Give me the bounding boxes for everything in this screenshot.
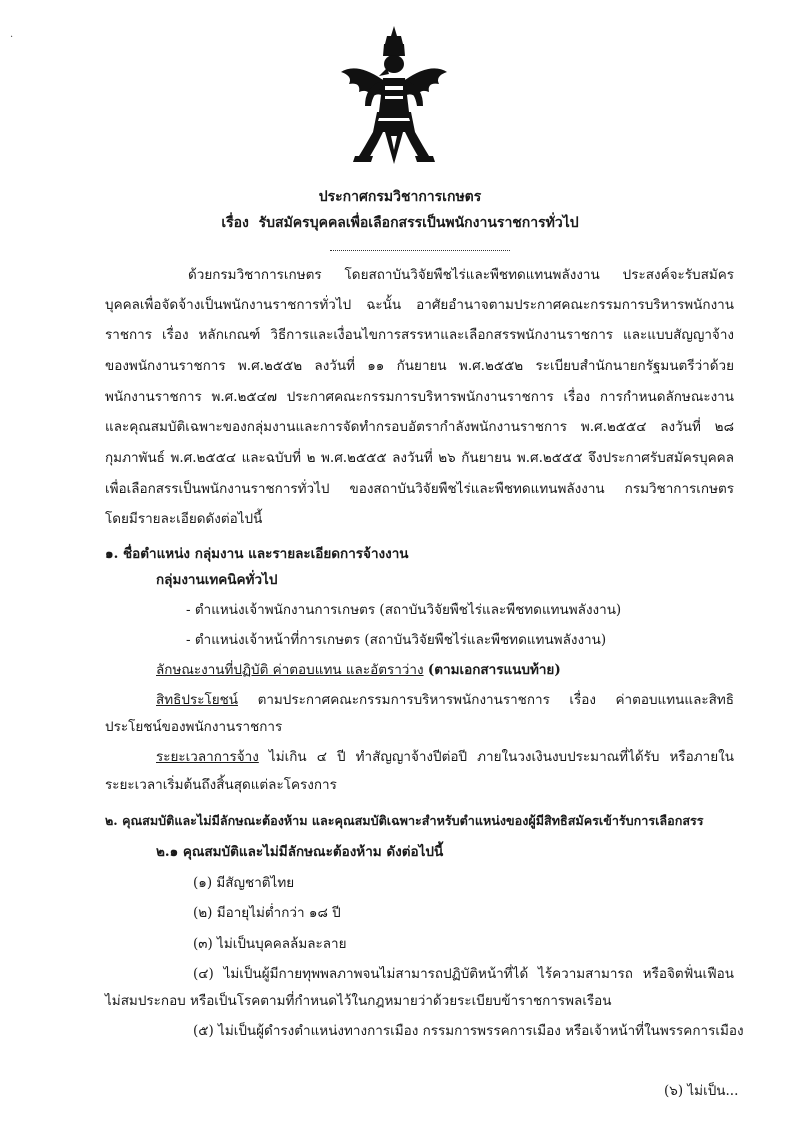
benefits-line [156,691,734,709]
intro-line: เพื่อเลือกสรรเป็นพนักงานราชการทั่วไป ของสถาบันวิจัยพืชไร่และพืชทดแทนพลังงาน กรมวิชาการเกษตร [105,481,734,497]
document-subject [0,212,800,234]
period-text: ไม่เกิน ๔ ปี ทำสัญญาจ้างปีต่อปี ภายในวงเงินงบประมาณที่ได้รับ หรือภายใน [268,749,734,765]
duties-line [156,661,561,679]
document-title: ประกาศกรมวิชาการเกษตร [318,189,482,205]
qualification-item: (๒) มีอายุไม่ต่ำกว่า ๑๘ ปี [193,905,341,921]
period-line [156,748,734,766]
benefits-line-2: ประโยชน์ของพนักงานราชการ [105,719,283,735]
intro-line: กุมภาพันธ์ พ.ศ.๒๕๕๔ และฉบับที่ ๒ พ.ศ.๒๕๕๕ ลงวันที่ ๒๖ กันยายน พ.ศ.๒๕๕๕ จึงประกาศรับสมัครบุคคล [105,450,734,466]
intro-line: พนักงานราชการ พ.ศ.๒๕๔๗ ประกาศคณะกรรมการบริหารพนักงานราชการ เรื่อง การกำหนดลักษณะงาน [105,389,734,405]
scan-mark: · [10,32,14,43]
duties-note: (ตามเอกสารแนบท้าย) [427,662,561,678]
intro-line: บุคคลเพื่อจัดจ้างเป็นพนักงานราชการทั่วไป ฉะนั้น อาศัยอำนาจตามประกาศคณะกรรมการบริหารพนักงาน [105,297,734,313]
subject-text: รับสมัครบุคคลเพื่อเลือกสรรเป็นพนักงานราชการทั่วไป [258,215,579,231]
section-2-1-heading: ๒.๑ คุณสมบัติและไม่มีลักษณะต้องห้าม ดังต่อไปนี้ [156,844,444,860]
intro-line: และคุณสมบัติเฉพาะของกลุ่มงานและการจัดทำกรอบอัตรากำลังพนักงานราชการ พ.ศ.๒๕๕๔ ลงวันที่ ๒๘ [105,419,734,435]
qualification-item: (๑) มีสัญชาติไทย [193,875,295,891]
intro-line: ด้วยกรมวิชาการเกษตร โดยสถาบันวิจัยพืชไร่และพืชทดแทนพลังงาน ประสงค์จะรับสมัคร [188,267,734,283]
qualification-item: (๔) ไม่เป็นผู้มีกายทุพพลภาพจนไม่สามารถปฏิบัติหน้าที่ได้ ไร้ความสามารถ หรือจิตฟั่นเฟือน [193,966,734,982]
duties-label: ลักษณะงานที่ปฏิบัติ ค่าตอบแทน และอัตราว่าง [156,662,424,678]
intro-line: โดยมีรายละเอียดดังต่อไปนี้ [105,511,263,527]
intro-line: ราชการ เรื่อง หลักเกณฑ์ วิธีการและเงื่อนไขการสรรหาและเลือกสรรพนักงานราชการ และแบบสัญญาจ้าง [105,327,734,343]
subject-label: เรื่อง [221,215,249,231]
intro-line: ของพนักงานราชการ พ.ศ.๒๕๕๒ ลงวันที่ ๑๑ กันยายน พ.ศ.๒๕๕๒ ระเบียบสำนักนายกรัฐมนตรีว่าด้วย [105,358,734,374]
position-item: - ตำแหน่งเจ้าหน้าที่การเกษตร (สถาบันวิจัยพืชไร่และพืชทดแทนพลังงาน) [186,632,607,648]
period-line-2: ระยะเวลาเริ่มต้นถึงสิ้นสุดแต่ละโครงการ [105,777,337,793]
qualification-item-cont: ไม่สมประกอบ หรือเป็นโรคตามที่กำหนดไว้ในกฎหมายว่าด้วยระเบียบข้าราชการพลเรือน [105,993,612,1009]
section-2-heading: ๒. คุณสมบัติและไม่มีลักษณะต้องห้าม และคุณสมบัติเฉพาะสำหรับตำแหน่งของผู้มีสิทธิสมัครเข้ารับการเลือกสรร [105,813,704,828]
section-1-heading: ๑. ชื่อตำแหน่ง กลุ่มงาน และรายละเอียดการจ้างงาน [105,546,409,562]
period-label: ระยะเวลาการจ้าง [156,749,259,765]
qualification-item: (๓) ไม่เป็นบุคคลล้มละลาย [193,936,347,952]
benefits-text: ตามประกาศคณะกรรมการบริหารพนักงานราชการ เรื่อง ค่าตอบแทนและสิทธิ [257,692,734,708]
job-group: กลุ่มงานเทคนิคทั่วไป [156,572,278,588]
qualification-item: (๕) ไม่เป็นผู้ดำรงตำแหน่งทางการเมือง กรรมการพรรคการเมือง หรือเจ้าหน้าที่ในพรรคการเมือง [193,1023,744,1039]
title-divider [330,250,510,251]
benefits-label: สิทธิประโยชน์ [156,692,239,708]
page-continuation: (๖) ไม่เป็น... [664,1083,739,1099]
position-item: - ตำแหน่งเจ้าพนักงานการเกษตร (สถาบันวิจัยพืชไร่และพืชทดแทนพลังงาน) [186,602,622,618]
garuda-emblem-icon [335,22,453,167]
